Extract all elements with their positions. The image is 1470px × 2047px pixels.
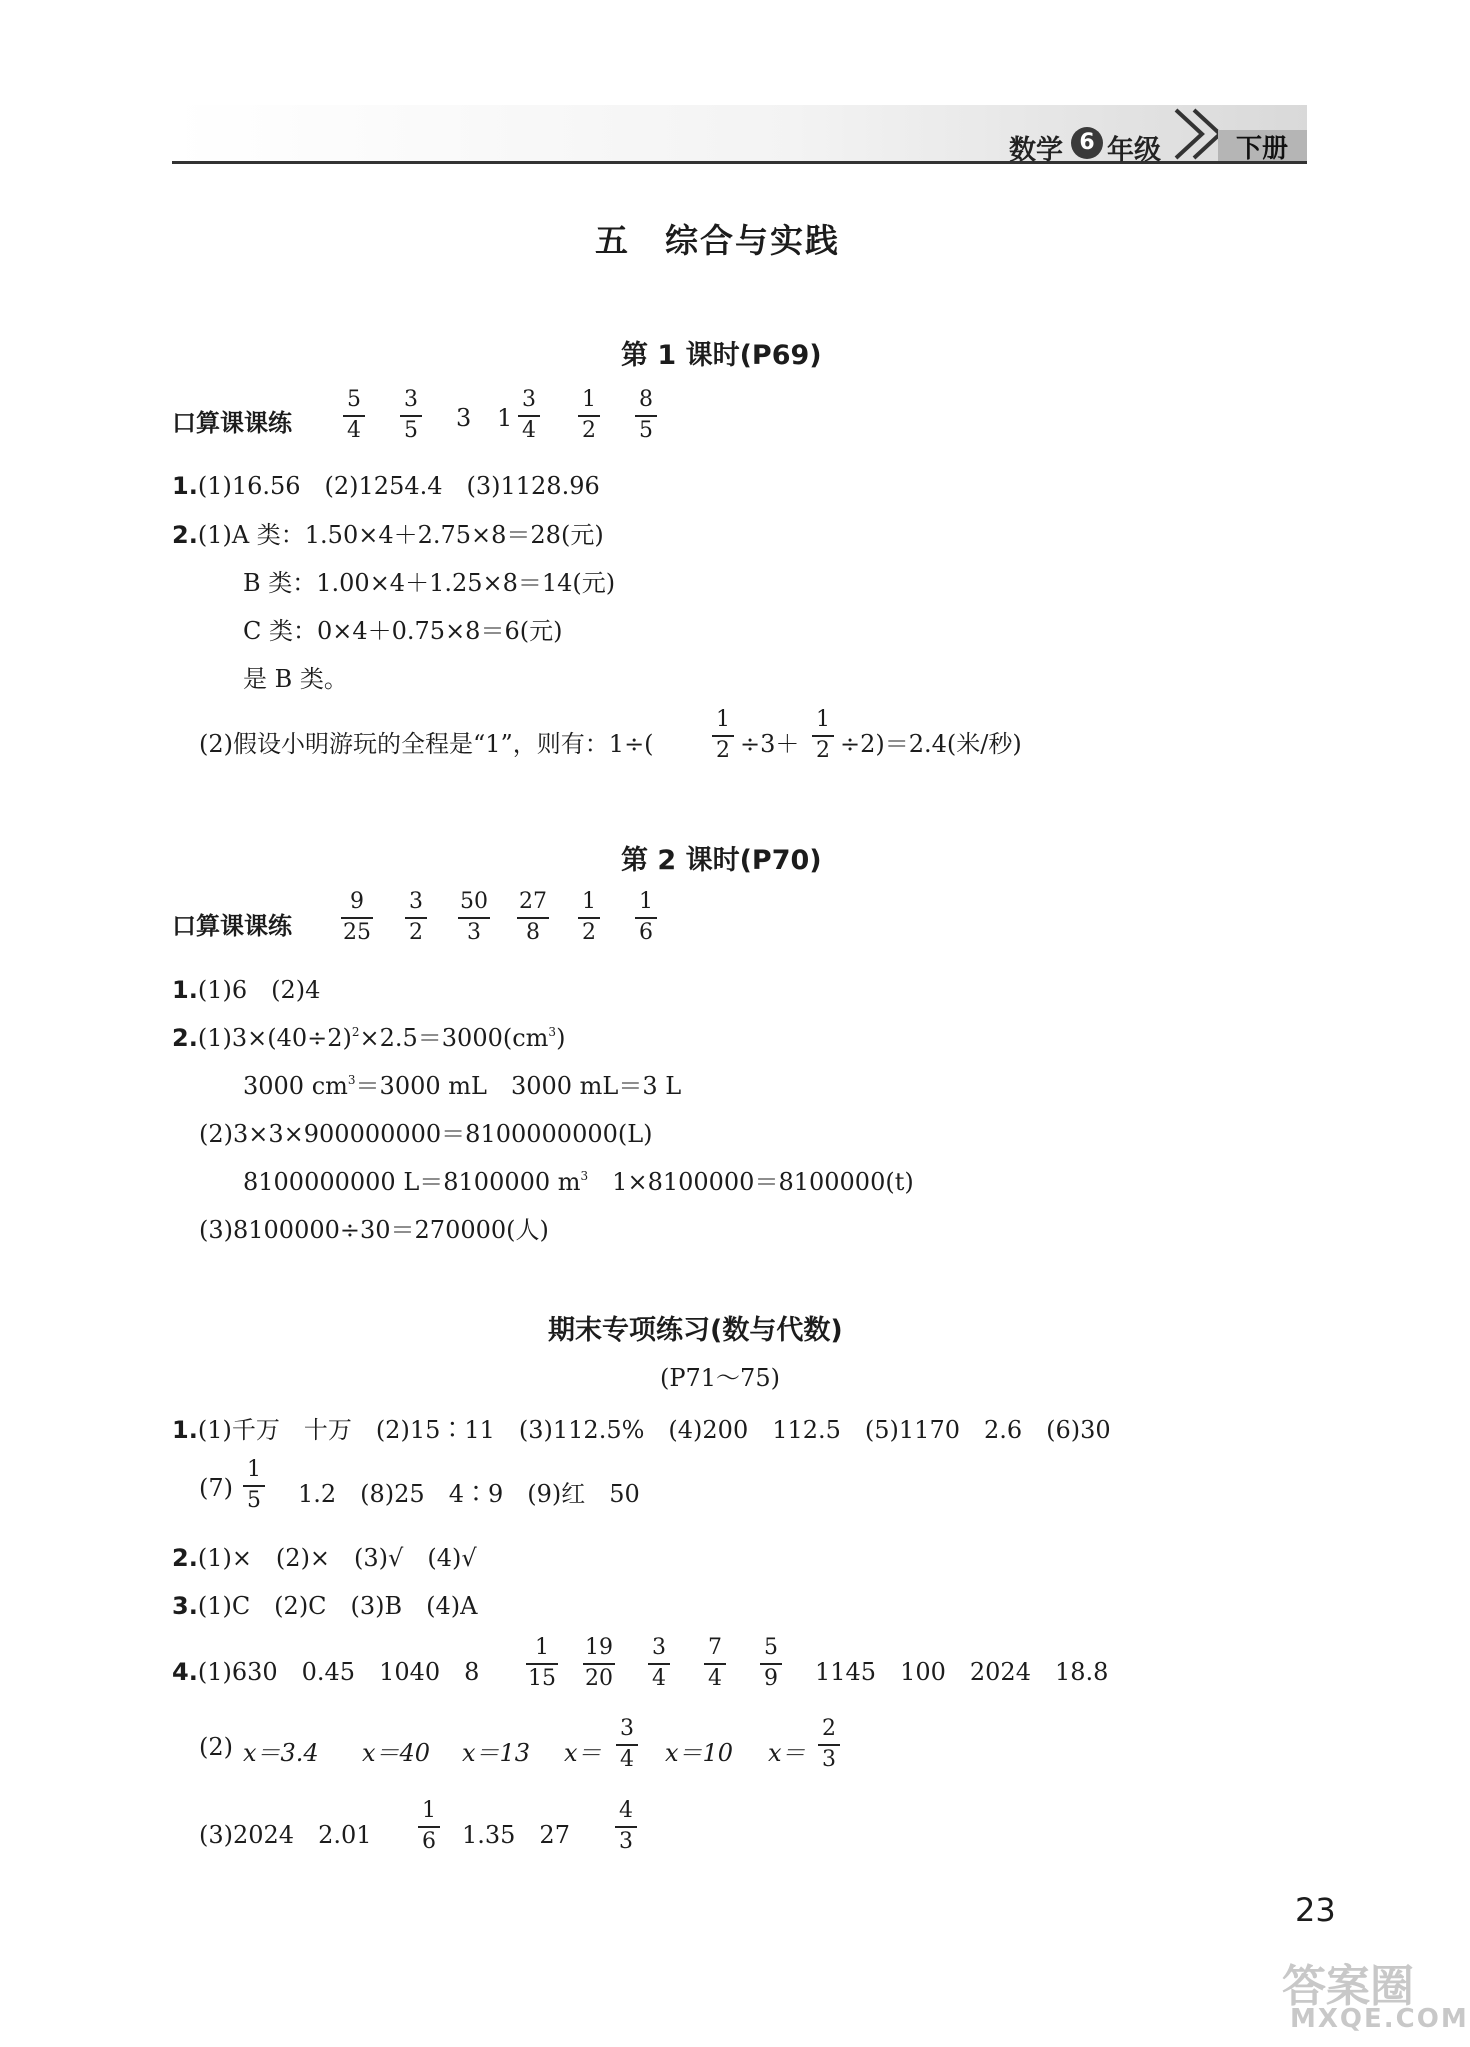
lesson1-q2-a: 2.(1)A 类：1.50×4＋2.75×8＝28(元) bbox=[172, 521, 604, 549]
lesson1-oral-fraction: 5 4 bbox=[343, 388, 365, 443]
lesson1-oral-fraction: 8 5 bbox=[635, 388, 657, 443]
review-q4-3-fraction: 1 6 bbox=[418, 1799, 440, 1854]
review-q4-2-fraction: 2 3 bbox=[818, 1717, 840, 1772]
lesson2-q2-3: (3)8100000÷30＝270000(人) bbox=[199, 1216, 549, 1244]
lesson2-oral-fraction: 1 2 bbox=[578, 890, 600, 945]
lesson1-oral-fraction: 1 2 bbox=[578, 388, 600, 443]
review-q4-2-eq: x＝3.4 bbox=[243, 1739, 319, 1767]
review-q4-2-eq: x＝40 bbox=[362, 1739, 431, 1767]
review-q4-1-fraction: 5 9 bbox=[760, 1636, 782, 1691]
lesson1-q2-b: B 类：1.00×4＋1.25×8＝14(元) bbox=[243, 569, 616, 597]
lesson2-oral-fraction: 1 6 bbox=[635, 890, 657, 945]
review-q4-2-fraction: 3 4 bbox=[616, 1717, 638, 1772]
lesson2-oral-fraction: 50 3 bbox=[460, 889, 488, 945]
review-q4-1-fraction: 19 20 bbox=[585, 1635, 613, 1691]
lesson1-oral-whole: 3 bbox=[456, 404, 472, 432]
review-q1-line1: 1.(1)千万 十万 (2)15∶11 (3)112.5% (4)200 112.5 (5)1170 2.6 (6)30 bbox=[172, 1416, 1111, 1444]
lesson2-title: 第 2 课时(P70) bbox=[621, 845, 822, 876]
lesson1-q2-2-part-c: ÷2)＝2.4(米/秒) bbox=[840, 730, 1022, 758]
review-q4-3-middle: 1.35 27 bbox=[462, 1821, 570, 1849]
lesson1-q2-c: C 类：0×4＋0.75×8＝6(元) bbox=[243, 617, 563, 645]
lesson2-q2-1-conversion: 3000 $cm^3=3000$ mL 3000 mL＝3 L bbox=[243, 1072, 682, 1100]
review-q4-2-eq: x＝13 bbox=[462, 1739, 531, 1767]
review-q4-2-eq: x＝ bbox=[768, 1739, 806, 1767]
lesson1-q2-2-fraction: 1 2 bbox=[812, 708, 834, 763]
review-pages: (P71～75) bbox=[660, 1364, 780, 1392]
lesson1-q2-d: 是 B 类。 bbox=[243, 665, 348, 693]
lesson2-oral-fraction: 3 2 bbox=[405, 890, 427, 945]
chapter-title: 五 综合与实践 bbox=[595, 221, 840, 260]
lesson1-title: 第 1 课时(P69) bbox=[621, 340, 822, 371]
review-q4-2-eq: x＝ bbox=[564, 1739, 602, 1767]
review-q4-3-prefix: (3)2024 2.01 bbox=[199, 1821, 372, 1849]
header-grade: 年级 bbox=[1107, 135, 1161, 166]
review-q4-1-fraction: 1 15 bbox=[528, 1635, 556, 1691]
lesson2-oral-fraction: 9 25 bbox=[343, 889, 371, 945]
review-q2: 2.(1)× (2)× (3)√ (4)√ bbox=[172, 1544, 477, 1572]
lesson2-q2-2-conversion: 8100000000 L＝8100000 $m^3$ 1×8100000＝8100000(t) bbox=[243, 1168, 914, 1196]
watermark-logo: 答案圈 bbox=[1282, 1961, 1414, 2012]
lesson2-q1: 1.(1)6 (2)4 bbox=[172, 976, 321, 1004]
grade-badge: 6 bbox=[1071, 127, 1103, 159]
review-title: 期末专项练习(数与代数) bbox=[548, 1315, 843, 1346]
watermark-url: MXQE.COM bbox=[1290, 2004, 1469, 2034]
lesson2-oral-fraction: 27 8 bbox=[519, 889, 547, 945]
lesson1-q2-2-part-a: (2)假设小明游玩的全程是“1”，则有：1÷( bbox=[199, 730, 654, 758]
review-q4-3-fraction: 4 3 bbox=[615, 1799, 637, 1854]
lesson1-oral-label: 口算课课练 bbox=[172, 409, 292, 437]
review-q1-line2-prefix: (7) bbox=[199, 1474, 233, 1502]
page-number: 23 bbox=[1295, 1891, 1336, 1929]
lesson1-oral-fraction: 3 5 bbox=[400, 388, 422, 443]
review-q4-1-fraction: 3 4 bbox=[648, 1636, 670, 1691]
review-q4-2-eq: x＝10 bbox=[665, 1739, 734, 1767]
review-q4-2-prefix: (2) bbox=[199, 1733, 233, 1761]
header-subject: 数学 bbox=[1009, 135, 1063, 166]
review-q4-1-prefix: 4.(1)630 0.45 1040 8 bbox=[172, 1658, 480, 1686]
lesson2-oral-label: 口算课课练 bbox=[172, 912, 292, 940]
review-q4-1-fraction: 7 4 bbox=[704, 1636, 726, 1691]
lesson1-oral-mixed-whole: 1 bbox=[497, 404, 513, 432]
header-volume: 下册 bbox=[1236, 134, 1289, 164]
lesson2-q2-2: (2)3×3×900000000＝8100000000(L) bbox=[199, 1120, 653, 1148]
review-q1-line2: 1.2 (8)25 4∶9 (9)红 50 bbox=[298, 1480, 640, 1508]
lesson1-oral-fraction: 3 4 bbox=[518, 388, 540, 443]
review-q3: 3.(1)C (2)C (3)B (4)A bbox=[172, 1592, 478, 1620]
lesson1-q2-2-part-b: ÷3＋ bbox=[740, 730, 800, 758]
lesson1-q2-2-fraction: 1 2 bbox=[712, 708, 734, 763]
lesson1-q1: 1.(1)16.56 (2)1254.4 (3)1128.96 bbox=[172, 472, 600, 500]
review-q1-fraction: 1 5 bbox=[243, 1458, 265, 1513]
lesson2-q2-1: $2.(1)3\times(40\div 2)^2\times 2.5=3000(cm^3)$ bbox=[172, 1024, 566, 1052]
review-q4-1-suffix: 1145 100 2024 18.8 bbox=[815, 1658, 1109, 1686]
